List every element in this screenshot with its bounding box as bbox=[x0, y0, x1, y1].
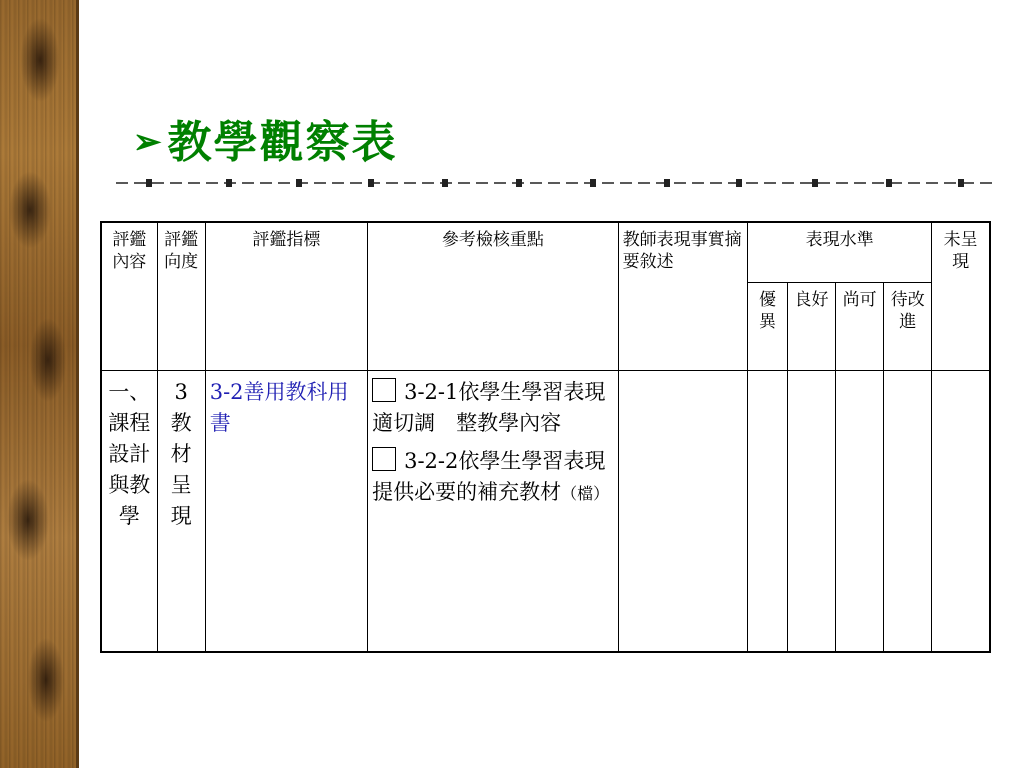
check-item-text: 3-2-1依學生學習表現適切調 整教學內容 bbox=[372, 379, 606, 435]
row-level-good-cell[interactable] bbox=[788, 370, 836, 652]
header-content: 評鑑內容 bbox=[101, 222, 157, 370]
header-level-good: 良好 bbox=[788, 282, 836, 370]
header-level-excellent: 優異 bbox=[747, 282, 787, 370]
header-aspect: 評鑑向度 bbox=[157, 222, 205, 370]
header-row-1 bbox=[101, 222, 990, 282]
header-level-fair: 尚可 bbox=[836, 282, 884, 370]
check-item bbox=[372, 377, 614, 440]
arrow-bullet-icon: ➢ bbox=[133, 122, 164, 162]
check-item-text: 3-2-2依學生學習表現提供必要的補充教材 bbox=[372, 448, 606, 504]
slide-title-text: 教學觀察表 bbox=[167, 117, 398, 168]
header-reference: 參考檢核重點 bbox=[368, 222, 619, 370]
row-aspect bbox=[157, 370, 205, 652]
header-indicator: 評鑑指標 bbox=[205, 222, 367, 370]
check-item-note: （檔） bbox=[561, 483, 610, 503]
checkbox[interactable] bbox=[372, 378, 396, 402]
header-level-improve: 待改進 bbox=[884, 282, 932, 370]
row-indicator: 3-2善用教科用書 bbox=[205, 370, 367, 652]
row-aspect-number: 3 bbox=[174, 379, 188, 404]
row-content: 一、課程設計與教學 bbox=[101, 370, 157, 652]
row-aspect-text: 教材呈現 bbox=[170, 410, 192, 528]
row-level-improve-cell[interactable] bbox=[884, 370, 932, 652]
header-summary: 教師表現事實摘要敘述 bbox=[618, 222, 747, 370]
row-not-shown-cell[interactable] bbox=[932, 370, 990, 652]
checkbox[interactable] bbox=[372, 447, 396, 471]
observation-table bbox=[100, 221, 991, 653]
header-level: 表現水準 bbox=[747, 222, 931, 282]
slide-title bbox=[133, 106, 398, 170]
row-level-excellent-cell[interactable] bbox=[747, 370, 787, 652]
check-item bbox=[372, 446, 614, 509]
row-level-fair-cell[interactable] bbox=[836, 370, 884, 652]
header-not-shown: 未呈現 bbox=[932, 222, 990, 370]
table-row bbox=[101, 370, 990, 652]
row-summary-cell[interactable] bbox=[618, 370, 747, 652]
row-reference bbox=[368, 370, 619, 652]
wood-strip-edge bbox=[76, 0, 79, 768]
dashed-divider bbox=[116, 176, 992, 190]
decorative-wood-strip bbox=[0, 0, 76, 768]
